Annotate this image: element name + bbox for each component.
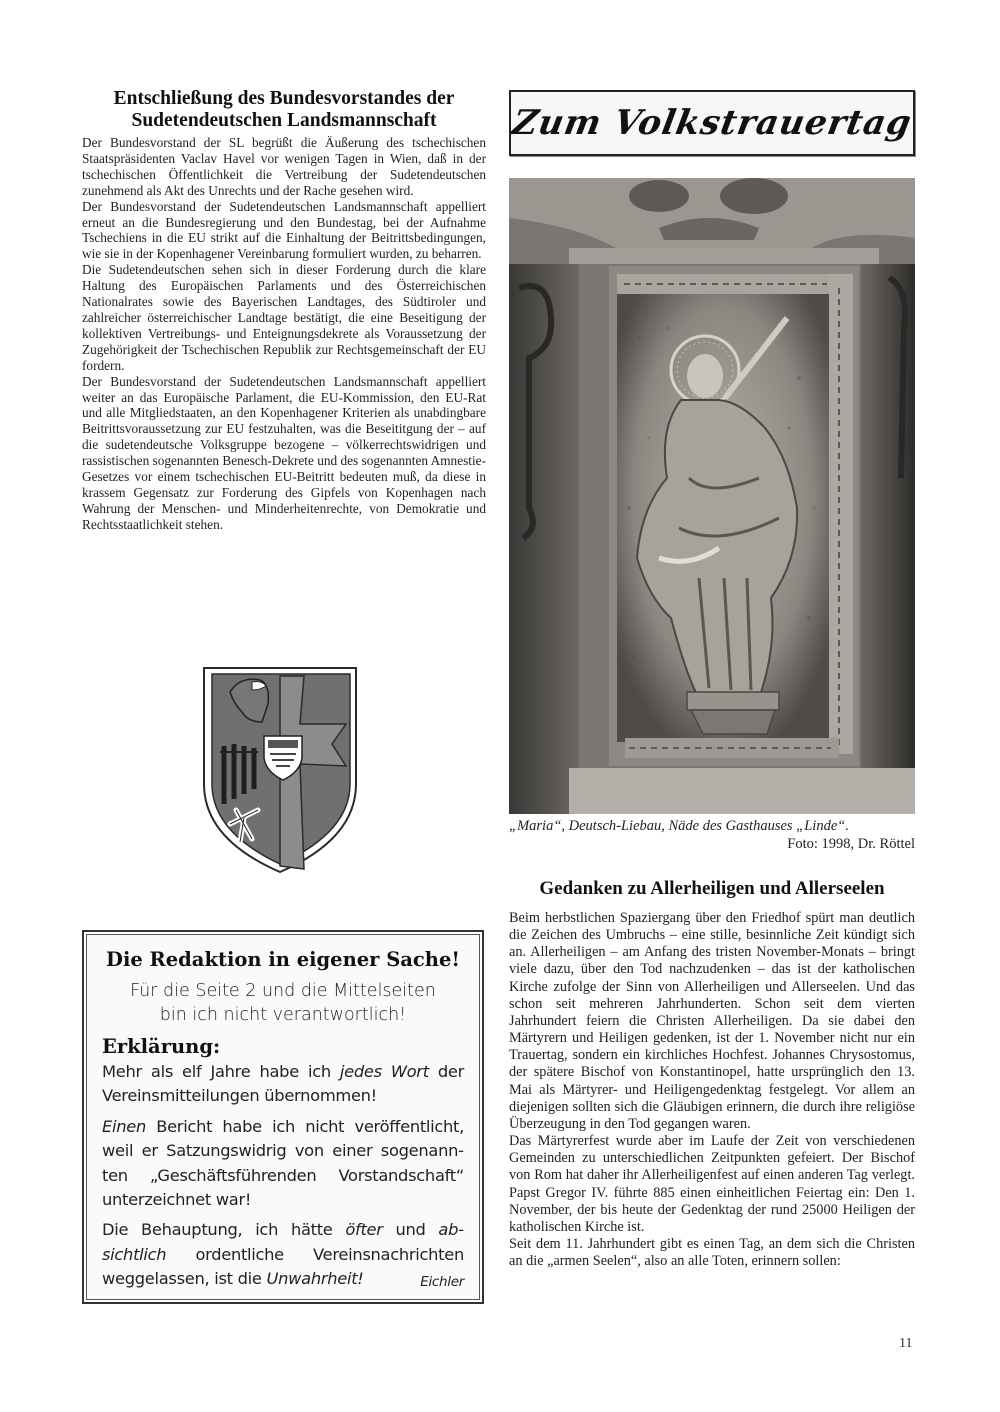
editorial-signature: Eichler — [420, 1274, 464, 1291]
resolution-article — [82, 88, 486, 533]
all-saints-article — [509, 878, 915, 1270]
resolution-paragraph: Der Bundesvorstand der Sudetendeutschen Landsmannschaft appelliert weiter an das Europäische Parlament, die EU-Kommission, den EU-Rat und alle Mitgliedstaaten, an den Kopenhagener Kriterien als unabdingbare Beitrittsvoraussetzung zur EU festzuhalten, was die Beseititgung der – auf die sudetendeutsche Volksgruppe bezogene – völkerrechtswidrigen und rassistischen sogenannten Benesch-Dekrete und des sogenannten Amnestie-Gesetzes vor einem tschechischen EU-Beitritt bedeuten muß, da diese in krassem Gegensatz zur Forderung des Gipfels von Kopenhagen nach Wahrung der Menschen- und Minderheitenrechte, von Demokratie und Rechtsstaatlichkeit stehen. — [82, 373, 486, 532]
editorial-subtitle: Für die Seite 2 und die Mittelseiten bin ich nicht verantwortlich! — [130, 981, 436, 1025]
all-saints-paragraph: Das Märtyrerfest wurde aber im Laufe der Zeit von verschiedenen Gemeinden zu unterschiedlichen Zeitpunkten gefeiert. Der Bischof von Rom hat daher ihr Allerheiligenfest auf einen anderen Tag verlegt. Papst Gregor IV. führte 885 einen einheitlichen Feiertag ein: Den 1. November, der bis heute der Gedenktag der rund 25000 Heiligen der katholischen Kirche ist. — [509, 1133, 915, 1235]
photo-credit: Foto: 1998, Dr. Röttel — [787, 836, 915, 852]
declaration-heading: Erklärung: — [102, 1035, 221, 1058]
all-saints-title: Gedanken zu Allerheiligen und Allerseelen — [539, 878, 885, 899]
editorial-notice-box — [82, 930, 484, 1304]
declaration-paragraph: Mehr als elf Jahre habe ich jedes Wort der Vereinsmitteilungen übernommen! — [102, 1062, 464, 1106]
sudeten-coat-of-arms-icon — [200, 664, 370, 876]
caption-text: „Maria“, Deutsch-Liebau, Näde des Gasthauses „Linde“. — [509, 818, 849, 834]
resolution-paragraph: Die Sudetendeutschen sehen sich in dieser Forderung durch die klare Haltung des Europäischen Parlaments und des Österreichischen Nationalrates sowie des Bayerischen Landtages, des Südtiroler und zahlreicher österreichischer Landtage bestätigt, die eine Beseitigung der kollektiven Vertreibungs- und Enteignungsdekrete als Voraussetzung der Zugehörigkeit der Tschechischen Republik zur Rechtsgemeinschaft der EU fordern. — [82, 262, 486, 373]
photo-caption — [509, 817, 915, 853]
declaration-paragraph: Einen Bericht habe ich nicht veröffentlicht, weil er Satzungswidrig von einer sogenannten „Geschäftsführenden Vorstandschaft“ unterzeichnet war! — [102, 1116, 464, 1210]
resolution-paragraph: Der Bundesvorstand der SL begrüßt die Äußerung des tschechischen Staatspräsidenten Vaclav Havel vor wenigen Tagen in Wien, daß in der tschechischen Öffentlichkeit die Vertreibung der Sudetendeutschen zunehmend als Akt des Unrechts und der Rache gesehen wird. — [82, 135, 486, 198]
editorial-title: Die Redaktion in eigener Sache! — [106, 948, 460, 971]
resolution-paragraph: Der Bundesvorstand der Sudetendeutschen Landsmannschaft appelliert erneut an die Bundesregierung und den Bundestag, bei der Aufnahme Tschechiens in die EU strikt auf die Einhaltung der Beitrittsbedingungen, wie sie in der Kopenhagener Vereinbarung formuliert wurden, zu beharren. — [82, 198, 486, 262]
maria-relief-photo — [509, 178, 915, 814]
banner-text: Zum Volkstrauertag — [509, 103, 915, 143]
resolution-title: Entschließung des Bundesvorstandes der Sudetendeutschen Landsmannschaft — [113, 88, 455, 131]
volkstrauertag-banner — [509, 90, 915, 156]
declaration-paragraph: Die Behauptung, ich hätte öfter und absichtlich ordentliche Vereinsnachrichten weggelassen, ist die Unwahrheit! Eichler — [102, 1218, 464, 1291]
all-saints-paragraph: Beim herbstlichen Spaziergang über den Friedhof spürt man deutlich die Zeichen des Umbruchs – eine stille, besinnliche Zeit kündigt sich an. Allerheiligen – am Anfang des tristen November-Monats – bringt viele dazu, über den Tod nachzudenken – das ist der katholischen Kirche zufolge der Sinn von Allerheiligen und Allerseelen. Und das schon seit mehreren Jahrhunderten. Schon seit dem vierten Jahrhundert feiern die Christen Allerheiligen. Da sie dabei den Märtyrern und Heiligen gedenken, ist der 1. November nicht nur ein Trauertag, sondern ein kirchliches Hochfest. Johannes Chrysostomus, der spätere Bischof von Konstantinopel, hatte ursprünglich den 13. Mai als Märtyrer- und Heiligengedenktag festgelegt. Vor allem an diejenigen sollten sich die Gläubigen erinnern, die durch ihre religiöse Überzeugung in den Tod gegangen waren. — [509, 910, 915, 1132]
all-saints-paragraph: Seit dem 11. Jahrhundert gibt es einen Tag, an dem sich die Christen an die „armen Seelen“, also an alle Toten, erinnern sollen: — [509, 1235, 915, 1270]
page-number: 11 — [899, 1336, 913, 1351]
